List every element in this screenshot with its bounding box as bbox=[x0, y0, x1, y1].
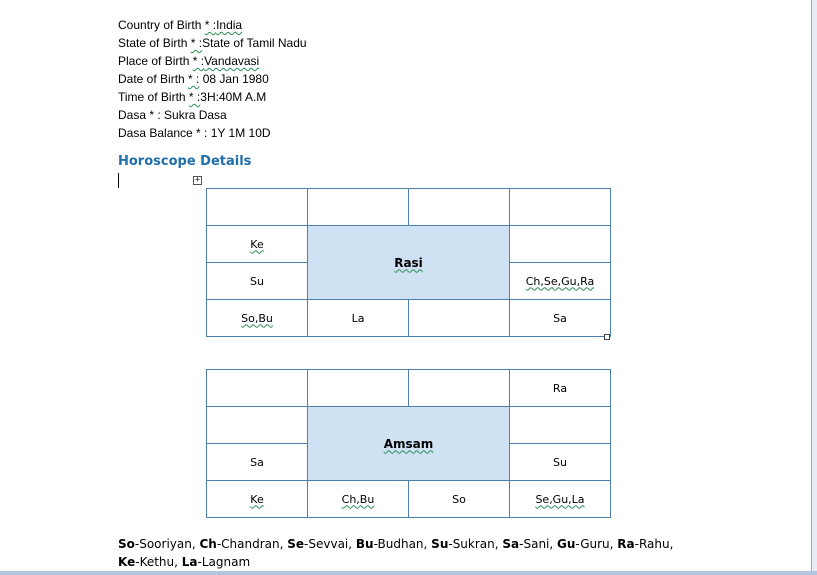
legend-name: -Sevvai, bbox=[304, 537, 356, 551]
legend-abbr: So bbox=[118, 537, 135, 551]
time-value: 3H:40M A.M bbox=[200, 90, 267, 104]
legend-name: -Chandran, bbox=[216, 537, 288, 551]
planet-legend bbox=[118, 535, 718, 571]
legend-abbr: Sa bbox=[502, 537, 520, 551]
amsam-house-cell[interactable] bbox=[308, 370, 409, 407]
legend-name: -Rahu, bbox=[634, 537, 674, 551]
time-separator: * : bbox=[188, 90, 201, 104]
horoscope-heading: Horoscope Details bbox=[118, 154, 252, 169]
status-bar-edge bbox=[0, 571, 817, 575]
amsam-house-cell[interactable]: So bbox=[409, 481, 510, 518]
place-line bbox=[118, 52, 307, 70]
amsam-planets: Se,Gu,La bbox=[535, 492, 585, 506]
rasi-house-cell[interactable] bbox=[207, 300, 308, 337]
rasi-center bbox=[308, 226, 510, 300]
rasi-planets: So,Bu bbox=[241, 311, 273, 325]
table-resize-handle[interactable] bbox=[604, 334, 610, 340]
legend-name: -Sukran, bbox=[448, 537, 503, 551]
rasi-house-cell[interactable] bbox=[510, 226, 611, 263]
place-label: Place of Birth bbox=[118, 54, 190, 68]
country-value: India bbox=[216, 18, 243, 32]
amsam-house-cell[interactable] bbox=[409, 370, 510, 407]
legend-abbr: Gu bbox=[557, 537, 576, 551]
legend-name: -Budhan, bbox=[373, 537, 432, 551]
amsam-house-cell[interactable] bbox=[207, 370, 308, 407]
rasi-house-cell[interactable] bbox=[207, 226, 308, 263]
legend-abbr: Ke bbox=[118, 555, 136, 569]
dasa-balance-line: Dasa Balance * : 1Y 1M 10D bbox=[118, 126, 271, 140]
amsam-middle-row bbox=[207, 407, 611, 444]
state-value: State of Tamil Nadu bbox=[202, 36, 307, 50]
date-separator: * : bbox=[188, 72, 200, 86]
legend-name: -Sani, bbox=[519, 537, 558, 551]
rasi-house-cell[interactable] bbox=[510, 263, 611, 300]
legend-abbr: Su bbox=[431, 537, 449, 551]
amsam-house-cell[interactable]: Ra bbox=[510, 370, 611, 407]
legend-abbr: Ra bbox=[617, 537, 635, 551]
rasi-planets: Ch,Se,Gu,Ra bbox=[525, 274, 595, 288]
legend-name: -Sooriyan, bbox=[134, 537, 200, 551]
country-line bbox=[118, 16, 307, 34]
place-separator: * : bbox=[192, 54, 205, 68]
legend-abbr: La bbox=[181, 555, 198, 569]
legend-name: -Lagnam bbox=[197, 555, 251, 569]
table-move-icon[interactable]: + bbox=[194, 175, 201, 185]
amsam-center bbox=[308, 407, 510, 481]
amsam-house-cell[interactable] bbox=[207, 481, 308, 518]
birth-details bbox=[118, 16, 307, 142]
rasi-house-cell[interactable] bbox=[409, 300, 510, 337]
amsam-house-cell[interactable]: Sa bbox=[207, 444, 308, 481]
state-separator: * : bbox=[190, 36, 203, 50]
amsam-house-cell[interactable] bbox=[308, 481, 409, 518]
amsam-house-cell[interactable] bbox=[510, 407, 611, 444]
legend-abbr: Ch bbox=[199, 537, 217, 551]
rasi-top-row bbox=[207, 189, 611, 226]
time-label: Time of Birth bbox=[118, 90, 186, 104]
date-value: 08 Jan 1980 bbox=[199, 72, 269, 86]
country-separator: * : bbox=[204, 18, 217, 32]
dasa-line: Dasa * : Sukra Dasa bbox=[118, 108, 227, 122]
time-line bbox=[118, 88, 307, 106]
amsam-house-cell[interactable]: Su bbox=[510, 444, 611, 481]
rasi-title: Rasi bbox=[394, 255, 423, 270]
amsam-top-row bbox=[207, 370, 611, 407]
date-line bbox=[118, 70, 307, 88]
state-line bbox=[118, 34, 307, 52]
rasi-house-cell[interactable] bbox=[207, 189, 308, 226]
rasi-house-cell[interactable]: Sa bbox=[510, 300, 611, 337]
amsam-bottom-row bbox=[207, 481, 611, 518]
legend-abbr: Se bbox=[287, 537, 305, 551]
rasi-house-cell[interactable] bbox=[308, 189, 409, 226]
country-label: Country of Birth bbox=[118, 18, 202, 32]
rasi-planets: Ke bbox=[250, 237, 264, 251]
rasi-house-cell[interactable] bbox=[409, 189, 510, 226]
state-label: State of Birth bbox=[118, 36, 188, 50]
rasi-chart bbox=[206, 188, 611, 337]
amsam-house-cell[interactable] bbox=[510, 481, 611, 518]
rasi-bottom-row bbox=[207, 300, 611, 337]
text-cursor bbox=[118, 173, 119, 188]
place-value: Vandavasi bbox=[204, 54, 260, 68]
legend-name: -Guru, bbox=[575, 537, 618, 551]
vertical-scrollbar[interactable] bbox=[811, 0, 817, 575]
amsam-planets: Ch,Bu bbox=[341, 492, 375, 506]
amsam-chart bbox=[206, 369, 611, 518]
rasi-house-cell[interactable]: Su bbox=[207, 263, 308, 300]
amsam-planets: Ke bbox=[250, 492, 264, 506]
rasi-house-cell[interactable]: La bbox=[308, 300, 409, 337]
legend-abbr: Bu bbox=[355, 537, 374, 551]
amsam-title: Amsam bbox=[383, 436, 434, 451]
rasi-middle-row bbox=[207, 226, 611, 263]
legend-name: -Kethu, bbox=[135, 555, 182, 569]
amsam-house-cell[interactable] bbox=[207, 407, 308, 444]
rasi-house-cell[interactable] bbox=[510, 189, 611, 226]
date-label: Date of Birth bbox=[118, 72, 185, 86]
